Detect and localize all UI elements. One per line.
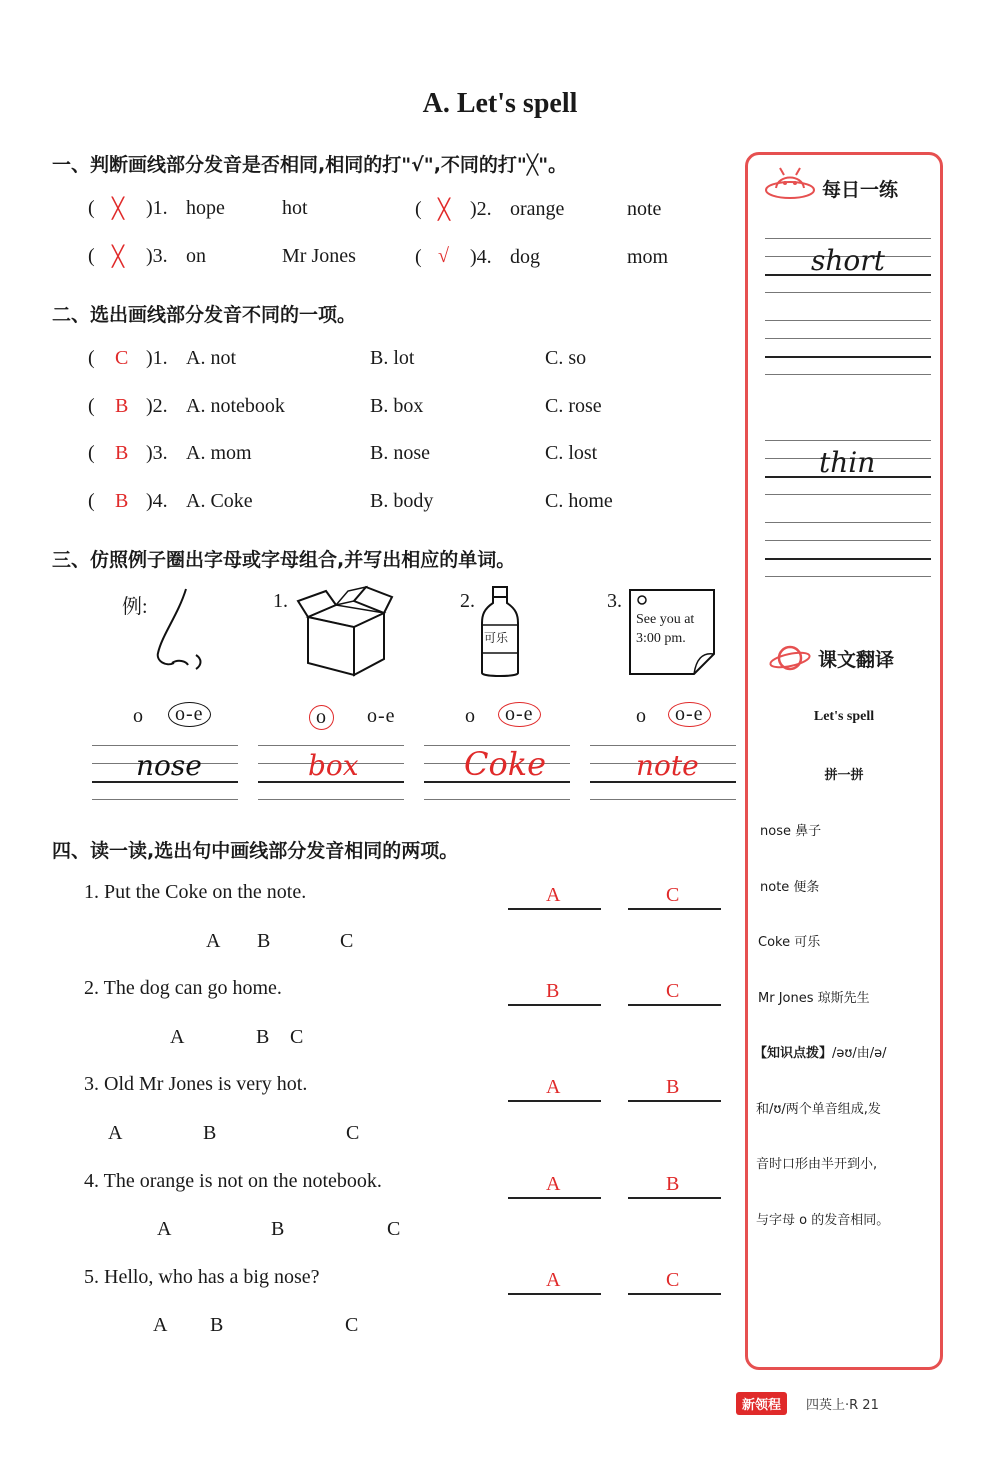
answer-blank-1 xyxy=(508,1100,601,1102)
answer-2: C xyxy=(666,1269,680,1291)
answer-2: C xyxy=(666,884,680,906)
option-c: C. home xyxy=(545,490,613,512)
option-c: C. so xyxy=(545,347,587,369)
vocab-item: nose 鼻子 xyxy=(760,824,822,839)
word-1: on xyxy=(186,245,206,267)
item-number: )1. xyxy=(146,347,168,369)
daily-word: short xyxy=(811,244,885,277)
section-2-heading: 二、选出画线部分发音不同的一项。 xyxy=(52,304,357,326)
page-number: 四英上·R 21 xyxy=(806,1398,879,1413)
coke-bottle-picture xyxy=(478,585,522,680)
answer-2: C xyxy=(666,980,680,1002)
page-title: A. Let's spell xyxy=(422,88,578,119)
answer-blank-1 xyxy=(508,1293,601,1295)
label-c: C xyxy=(340,930,354,952)
vocab-item: Coke 可乐 xyxy=(758,935,821,950)
answer-1: A xyxy=(546,1173,561,1195)
answer-2: B xyxy=(666,1076,680,1098)
lesson-subtitle: 拼一拼 xyxy=(824,768,864,783)
ufo-icon xyxy=(764,166,816,208)
open-paren: ( xyxy=(88,395,95,417)
label-c: C xyxy=(346,1122,360,1144)
label-c: C xyxy=(345,1314,359,1336)
example-label: 例: xyxy=(122,596,148,618)
sentence: 1. Put the Coke on the note. xyxy=(84,881,307,903)
answer-1: A xyxy=(546,1076,561,1098)
open-paren: ( xyxy=(415,246,422,268)
item-number: )3. xyxy=(146,442,168,464)
example-option-oe: o-e xyxy=(168,702,211,727)
word-1: dog xyxy=(510,246,540,268)
open-paren: ( xyxy=(88,442,95,464)
answer-blank-2 xyxy=(628,1293,721,1295)
answer-2: B xyxy=(666,1173,680,1195)
translation-title: 课文翻译 xyxy=(818,649,895,671)
answer-mark: √ xyxy=(438,245,449,267)
answer-mark: ╳ xyxy=(112,246,125,268)
answer-blank-1 xyxy=(508,908,601,910)
daily-lines-4 xyxy=(765,522,931,580)
section-3-heading: 三、仿照例子圈出字母或字母组合,并写出相应的单词。 xyxy=(52,549,516,571)
daily-lines-1 xyxy=(765,238,931,296)
answer-blank-1 xyxy=(508,1004,601,1006)
label-c: C xyxy=(290,1026,304,1048)
sentence: 4. The orange is not on the notebook. xyxy=(84,1170,382,1192)
p2-option-o: o xyxy=(465,705,476,727)
picture-2-label: 2. xyxy=(460,590,475,612)
word-2: hot xyxy=(282,197,308,219)
picture-1-label: 1. xyxy=(273,590,288,612)
option-a: A. not xyxy=(186,347,236,369)
writing-lines-example xyxy=(92,745,238,803)
item-number: )2. xyxy=(470,198,492,220)
answer-blank-2 xyxy=(628,1197,721,1199)
answer-mark: ╳ xyxy=(438,199,451,221)
bottle-label: 可乐 xyxy=(484,631,509,645)
item-number: )4. xyxy=(146,490,168,512)
option-b: B. box xyxy=(370,395,424,417)
label-b: B xyxy=(271,1218,285,1240)
tip-line-1 xyxy=(754,1042,887,1061)
label-c: C xyxy=(387,1218,401,1240)
option-c: C. lost xyxy=(545,442,598,464)
word-1: hope xyxy=(186,197,225,219)
open-paren: ( xyxy=(415,198,422,220)
label-a: A xyxy=(206,930,221,952)
item-number: )3. xyxy=(146,245,168,267)
answer-blank-2 xyxy=(628,908,721,910)
open-paren: ( xyxy=(88,197,95,219)
writing-lines-1 xyxy=(258,745,404,803)
nose-picture xyxy=(148,585,208,675)
open-paren: ( xyxy=(88,245,95,267)
label-b: B xyxy=(257,930,271,952)
label-a: A xyxy=(157,1218,172,1240)
p1-option-o: o xyxy=(309,705,334,730)
option-a: A. notebook xyxy=(186,395,285,417)
answer-letter: B xyxy=(115,442,129,464)
option-c: C. rose xyxy=(545,395,602,417)
tip-line-3: 音时口形由半开到小, xyxy=(756,1157,878,1172)
word-1: orange xyxy=(510,198,565,220)
open-paren: ( xyxy=(88,347,95,369)
label-b: B xyxy=(256,1026,270,1048)
answer-blank-2 xyxy=(628,1004,721,1006)
option-b: B. body xyxy=(370,490,434,512)
example-option-o: o xyxy=(133,705,144,727)
section-1-heading: 一、判断画线部分发音是否相同,相同的打"√",不同的打"╳"。 xyxy=(52,154,568,176)
option-a: A. mom xyxy=(186,442,252,464)
tip-text: /əʊ/由/ə/ xyxy=(832,1046,887,1061)
writing-lines-3 xyxy=(590,745,736,803)
answer-mark: ╳ xyxy=(112,198,125,220)
sentence: 2. The dog can go home. xyxy=(84,977,282,999)
vocab-item: note 便条 xyxy=(760,880,820,895)
answer-1: B xyxy=(546,980,560,1002)
p3-option-o: o xyxy=(636,705,647,727)
answer-blank-1 xyxy=(508,1197,601,1199)
tip-line-2: 和/ʊ/两个单音组成,发 xyxy=(756,1102,881,1117)
item-number: )4. xyxy=(470,246,492,268)
option-a: A. Coke xyxy=(186,490,253,512)
note-picture xyxy=(628,588,716,676)
lesson-title: Let's spell xyxy=(813,709,875,724)
picture-3-label: 3. xyxy=(607,590,622,612)
writing-lines-2 xyxy=(424,745,570,803)
planet-icon xyxy=(768,640,812,676)
word-2: mom xyxy=(627,246,669,268)
label-a: A xyxy=(108,1122,123,1144)
section-4-heading: 四、读一读,选出句中画线部分发音相同的两项。 xyxy=(52,840,459,862)
p1-option-oe: o-e xyxy=(367,705,396,727)
answer-word: box xyxy=(308,749,359,782)
option-b: B. nose xyxy=(370,442,430,464)
tip-label: 【知识点拨】 xyxy=(754,1046,833,1061)
answer-word: Coke xyxy=(464,745,547,783)
item-number: )1. xyxy=(146,197,168,219)
word-2: Mr Jones xyxy=(282,245,356,267)
answer-1: A xyxy=(546,884,561,906)
sentence: 5. Hello, who has a big nose? xyxy=(84,1266,320,1288)
answer-word: note xyxy=(636,749,699,782)
answer-letter: B xyxy=(115,490,129,512)
label-b: B xyxy=(210,1314,224,1336)
brand-badge: 新领程 xyxy=(736,1392,787,1415)
answer-blank-2 xyxy=(628,1100,721,1102)
answer-word: nose xyxy=(136,749,202,782)
sentence: 3. Old Mr Jones is very hot. xyxy=(84,1073,308,1095)
daily-practice-title: 每日一练 xyxy=(822,179,899,201)
tip-line-4: 与字母 o 的发音相同。 xyxy=(756,1213,890,1228)
answer-1: A xyxy=(546,1269,561,1291)
item-number: )2. xyxy=(146,395,168,417)
word-2: note xyxy=(627,198,662,220)
open-paren: ( xyxy=(88,490,95,512)
p2-option-oe: o-e xyxy=(498,702,541,727)
daily-lines-2 xyxy=(765,320,931,378)
daily-lines-3 xyxy=(765,440,931,498)
daily-word: thin xyxy=(819,446,876,479)
vocab-item: Mr Jones 琼斯先生 xyxy=(758,991,870,1006)
answer-letter: C xyxy=(115,347,129,369)
p3-option-oe: o-e xyxy=(668,702,711,727)
label-b: B xyxy=(203,1122,217,1144)
label-a: A xyxy=(170,1026,185,1048)
option-b: B. lot xyxy=(370,347,415,369)
note-text: See you at 3:00 pm. xyxy=(636,612,695,646)
box-picture xyxy=(296,585,396,680)
label-a: A xyxy=(153,1314,168,1336)
answer-letter: B xyxy=(115,395,129,417)
